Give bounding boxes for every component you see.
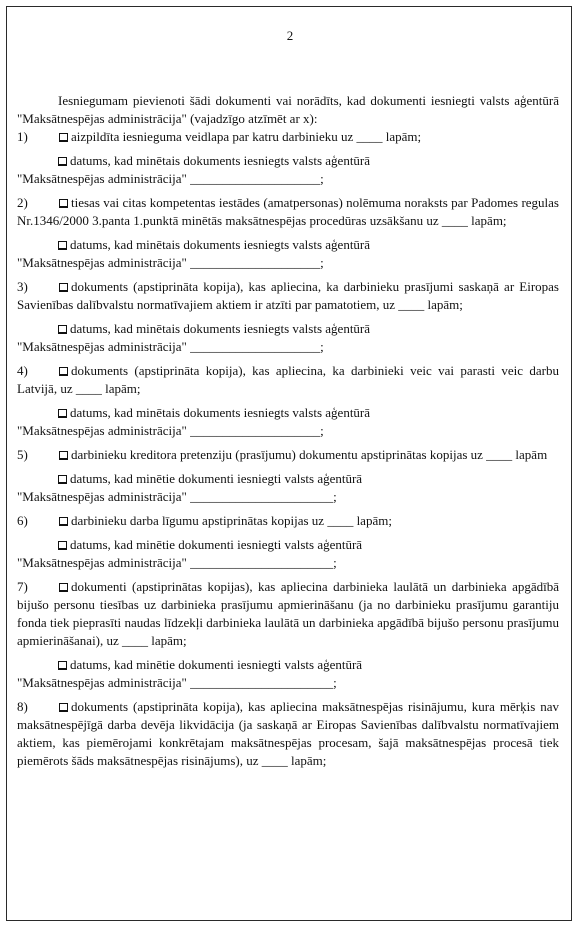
item-number: 6) bbox=[17, 513, 28, 528]
date-submitted-line bbox=[17, 470, 559, 506]
checkbox[interactable] bbox=[58, 475, 67, 484]
agency-name-blank[interactable]: "Maksātnespējas administrācija" ______________________; bbox=[17, 675, 337, 690]
date-submitted-text: datums, kad minētie dokumenti iesniegti valsts aģentūrā bbox=[70, 657, 363, 672]
checkbox[interactable] bbox=[59, 451, 68, 460]
list-item bbox=[17, 512, 559, 530]
list-item bbox=[17, 578, 559, 650]
checkbox[interactable] bbox=[59, 517, 68, 526]
item-list bbox=[17, 128, 559, 770]
item-text: dokuments (apstiprināta kopija), kas apliecina, ka darbinieki veic vai parasti veic darbu Latvijā, uz ____ lapām; bbox=[17, 363, 559, 396]
list-item bbox=[17, 362, 559, 398]
item-text: aizpildīta iesnieguma veidlapa par katru darbinieku uz ____ lapām; bbox=[71, 129, 422, 144]
checkbox[interactable] bbox=[59, 703, 68, 712]
agency-name-blank[interactable]: "Maksātnespējas administrācija" ____________________; bbox=[17, 339, 324, 354]
checkbox[interactable] bbox=[59, 283, 68, 292]
item-text: darbinieku darba līgumu apstiprinātas kopijas uz ____ lapām; bbox=[71, 513, 392, 528]
list-item bbox=[17, 698, 559, 770]
checkbox[interactable] bbox=[59, 583, 68, 592]
list-item bbox=[17, 194, 559, 230]
checkbox[interactable] bbox=[58, 241, 67, 250]
item-number: 5) bbox=[17, 447, 28, 462]
checkbox[interactable] bbox=[59, 133, 68, 142]
checkbox[interactable] bbox=[58, 409, 67, 418]
date-submitted-text: datums, kad minētais dokuments iesniegts valsts aģentūrā bbox=[70, 153, 371, 168]
item-number: 7) bbox=[17, 579, 28, 594]
item-number: 8) bbox=[17, 699, 28, 714]
list-item bbox=[17, 128, 559, 146]
checkbox[interactable] bbox=[58, 661, 67, 670]
checkbox[interactable] bbox=[58, 325, 67, 334]
item-number: 4) bbox=[17, 363, 28, 378]
list-item bbox=[17, 278, 559, 314]
item-text: dokuments (apstiprināta kopija), kas apliecina maksātnespējas risinājumu, kura mērķis nav maksātnespējīgā darba devēja likvidācija (ja saskaņā ar Eiropas Savienības dalībvalstu normatīvajiem aktiem, kas piemērojami konkrētajam maksātnespējas procesam, šajā maksātnespējas procesā tiek piemērots šāds maksātnespējas risinājums), uz ____ lapām; bbox=[17, 699, 559, 768]
agency-name-blank[interactable]: "Maksātnespējas administrācija" ____________________; bbox=[17, 423, 324, 438]
item-text: dokuments (apstiprināta kopija), kas apliecina, ka darbinieku prasījumi saskaņā ar Eiropas Savienības dalībvalstu normatīvajiem aktiem ir atzīti par pamatotiem, uz ____ lapām; bbox=[17, 279, 559, 312]
checkbox[interactable] bbox=[59, 367, 68, 376]
agency-name-blank[interactable]: "Maksātnespējas administrācija" ____________________; bbox=[17, 255, 324, 270]
item-text: dokumenti (apstiprinātas kopijas), kas apliecina darbinieka laulātā un darbinieka apgādībā bijušo personu tiesības uz darbinieka prasījumu apmierināšanu (ja no darbinieku prasījumu garantiju fonda tiek pieprasīti naudas līdzekļi darbinieka laulātā un darbinieka apgādībā bijušo personu prasījumu apmierināšanai), uz ____ lapām; bbox=[17, 579, 559, 648]
page-number: 2 bbox=[286, 28, 294, 43]
checkbox[interactable] bbox=[58, 541, 67, 550]
agency-name-blank[interactable]: "Maksātnespējas administrācija" ______________________; bbox=[17, 489, 337, 504]
item-text: darbinieku kreditora pretenziju (prasījumu) dokumentu apstiprinātas kopijas uz ____ lapām bbox=[71, 447, 548, 462]
intro-paragraph: Iesniegumam pievienoti šādi dokumenti vai norādīts, kad dokumenti iesniegti valsts aģentūrā "Maksātnespējas administrācija" (vajadzīgo atzīmēt ar x): bbox=[17, 93, 559, 126]
agency-name-blank[interactable]: "Maksātnespējas administrācija" ______________________; bbox=[17, 555, 337, 570]
date-submitted-text: datums, kad minētie dokumenti iesniegti valsts aģentūrā bbox=[70, 537, 363, 552]
item-number: 3) bbox=[17, 279, 28, 294]
date-submitted-line bbox=[17, 152, 559, 188]
list-item bbox=[17, 446, 559, 464]
date-submitted-text: datums, kad minētais dokuments iesniegts valsts aģentūrā bbox=[70, 405, 371, 420]
date-submitted-text: datums, kad minētais dokuments iesniegts valsts aģentūrā bbox=[70, 321, 371, 336]
date-submitted-line bbox=[17, 404, 559, 440]
date-submitted-line bbox=[17, 320, 559, 356]
date-submitted-line bbox=[17, 656, 559, 692]
item-text: tiesas vai citas kompetentas iestādes (amatpersonas) nolēmuma noraksts par Padomes regulas Nr.1346/2000 3.panta 1.punktā minētās maksātnespējas procedūras uzsākšanu uz ____ lapām; bbox=[17, 195, 559, 228]
checkbox[interactable] bbox=[58, 157, 67, 166]
date-submitted-line bbox=[17, 536, 559, 572]
item-number: 2) bbox=[17, 195, 28, 210]
checkbox[interactable] bbox=[59, 199, 68, 208]
date-submitted-text: datums, kad minētie dokumenti iesniegti valsts aģentūrā bbox=[70, 471, 363, 486]
date-submitted-text: datums, kad minētais dokuments iesniegts valsts aģentūrā bbox=[70, 237, 371, 252]
item-number: 1) bbox=[17, 129, 28, 144]
document-body bbox=[17, 92, 559, 770]
date-submitted-line bbox=[17, 236, 559, 272]
agency-name-blank[interactable]: "Maksātnespējas administrācija" ____________________; bbox=[17, 171, 324, 186]
